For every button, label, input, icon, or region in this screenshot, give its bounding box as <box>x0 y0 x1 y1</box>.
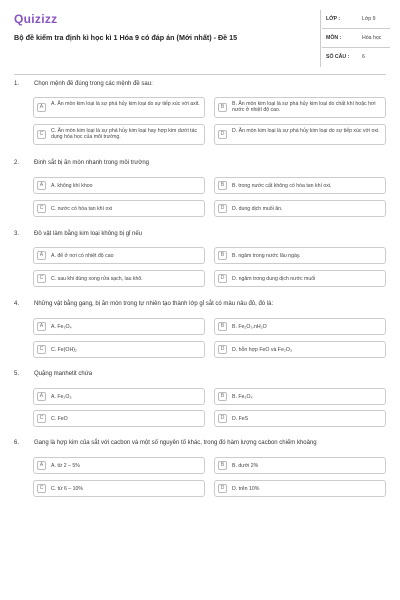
option-letter: A <box>37 461 46 470</box>
worksheet-title: Bộ đề kiểm tra định kì học kì 1 Hóa 9 có đáp án (Mới nhất) - Đề 15 <box>14 33 238 42</box>
option-letter: C <box>37 414 46 423</box>
option-letter: D <box>218 484 227 493</box>
answer-option[interactable] <box>214 410 386 427</box>
meta-key: MÔN : <box>326 35 342 41</box>
answer-option[interactable] <box>33 341 205 358</box>
option-text: A. để ở nơi có nhiệt độ cao <box>51 253 114 259</box>
option-letter: B <box>218 251 227 260</box>
answer-option[interactable] <box>214 341 386 358</box>
answer-option[interactable] <box>214 247 386 264</box>
question-text: Đồ vật làm bằng kim loại không bị gỉ nếu <box>34 231 143 237</box>
option-letter: D <box>218 130 227 139</box>
meta-key: SỐ CÂU : <box>326 54 350 60</box>
option-letter: C <box>37 204 46 213</box>
question-text: Gang là hợp kim của sắt với cacbon và một số nguyên tố khác, trong đó hàm lượng cacbon chiếm khoảng <box>34 440 317 446</box>
meta-row-count <box>322 48 390 67</box>
option-letter: C <box>37 345 46 354</box>
header-divider <box>14 74 386 75</box>
option-letter: B <box>218 392 227 401</box>
option-letter: B <box>218 103 227 112</box>
option-text: B. trong nước cất không có hòa tan khí oxi. <box>232 183 332 189</box>
question-number: 5. <box>14 371 20 377</box>
option-letter: D <box>218 345 227 354</box>
answer-option[interactable] <box>33 410 205 427</box>
option-text: C. từ 6 – 10% <box>51 486 84 492</box>
option-text: C. nước có hòa tan khí oxi <box>51 206 113 212</box>
meta-row-subject <box>322 29 390 48</box>
option-text: D. trên 10% <box>232 486 260 492</box>
option-text: A. không khí khoo <box>51 183 93 189</box>
option-text: D. hỗn hợp FeO và Fe₂O₃ <box>232 347 293 353</box>
option-text: B. dưới 2% <box>232 463 259 469</box>
option-text: B. Fe₃O₄ <box>232 394 253 400</box>
question-text: Những vật bằng gang, bị ăn mòn trong tự nhiên tạo thành lớp gỉ sắt có màu nâu đỏ, đó là: <box>34 301 274 307</box>
answer-option[interactable] <box>214 270 386 287</box>
question-text: Quặng manhetit chứa <box>34 371 93 377</box>
answer-option[interactable] <box>33 177 205 194</box>
option-text: D. Ăn mòn kim loại là sự phá hủy kim loại do sự tiếp xúc với oxi. <box>232 128 380 134</box>
meta-value: Lớp 9 <box>362 16 376 22</box>
meta-divider <box>320 10 321 67</box>
answer-option[interactable] <box>33 124 205 145</box>
option-letter: D <box>218 274 227 283</box>
meta-key: LỚP : <box>326 16 341 22</box>
answer-option[interactable] <box>214 388 386 405</box>
meta-value: 6 <box>362 54 365 60</box>
option-text: D. FeS <box>232 416 249 422</box>
answer-option[interactable] <box>33 200 205 217</box>
option-text: A. Fe₃O₄ <box>51 324 72 330</box>
answer-option[interactable] <box>214 200 386 217</box>
answer-option[interactable] <box>33 457 205 474</box>
option-letter: B <box>218 322 227 331</box>
option-letter: A <box>37 103 46 112</box>
answer-option[interactable] <box>33 318 205 335</box>
meta-value: Hóa học <box>362 35 382 41</box>
option-text: A. Ăn mòn kim loại là sự phá hủy kim loại do sự tiếp xúc với axit. <box>51 101 200 107</box>
option-text: C. Ăn mòn kim loại là sự phá hủy kim loại hay hợp kim dưới tác dụng hóa học của môi trường. <box>51 128 198 141</box>
option-letter: A <box>37 322 46 331</box>
option-letter: A <box>37 251 46 260</box>
answer-option[interactable] <box>33 480 205 497</box>
meta-panel <box>322 10 390 67</box>
question-number: 6. <box>14 440 20 446</box>
option-text: B. Fe₂O₃.nH₂O <box>232 324 267 330</box>
option-text: C. Fe(OH)₂ <box>51 347 77 353</box>
option-letter: C <box>37 130 46 139</box>
question-number: 3. <box>14 231 20 237</box>
answer-option[interactable] <box>214 457 386 474</box>
option-letter: D <box>218 414 227 423</box>
option-text: D. dung dịch muối ăn. <box>232 206 283 212</box>
answer-option[interactable] <box>214 124 386 145</box>
answer-option[interactable] <box>33 247 205 264</box>
option-letter: A <box>37 181 46 190</box>
option-text: A. từ 2 – 5% <box>51 463 80 469</box>
answer-option[interactable] <box>33 97 205 118</box>
answer-option[interactable] <box>214 177 386 194</box>
question-number: 2. <box>14 160 20 166</box>
option-letter: B <box>218 181 227 190</box>
option-text: B. Ăn mòn kim loại là sự phá hủy kim loại do chất khí hoặc hơi nước ở nhiệt độ cao. <box>232 101 376 114</box>
option-text: B. ngâm trong nước lâu ngày. <box>232 253 301 259</box>
question-text: Đinh sắt bị ăn mòn nhanh trong môi trường <box>34 160 150 166</box>
meta-row-grade <box>322 10 390 29</box>
answer-option[interactable] <box>33 270 205 287</box>
option-letter: A <box>37 392 46 401</box>
option-letter: C <box>37 484 46 493</box>
answer-option[interactable] <box>214 480 386 497</box>
option-letter: C <box>37 274 46 283</box>
option-letter: B <box>218 461 227 470</box>
answer-option[interactable] <box>33 388 205 405</box>
question-text: Chọn mệnh đề đúng trong các mệnh đề sau: <box>34 81 153 87</box>
answer-option[interactable] <box>214 97 386 118</box>
worksheet-header <box>0 0 400 74</box>
option-text: A. Fe₂O₃ <box>51 394 72 400</box>
answer-option[interactable] <box>214 318 386 335</box>
question-number: 4. <box>14 301 20 307</box>
option-letter: D <box>218 204 227 213</box>
option-text: C. sau khi dùng xong rửa sạch, lau khô. <box>51 276 143 282</box>
option-text: C. FeO <box>51 416 68 422</box>
option-text: D. ngâm trong dung dịch nước muối <box>232 276 316 282</box>
quizizz-logo: Quizizz <box>14 12 58 26</box>
question-number: 1. <box>14 81 20 87</box>
